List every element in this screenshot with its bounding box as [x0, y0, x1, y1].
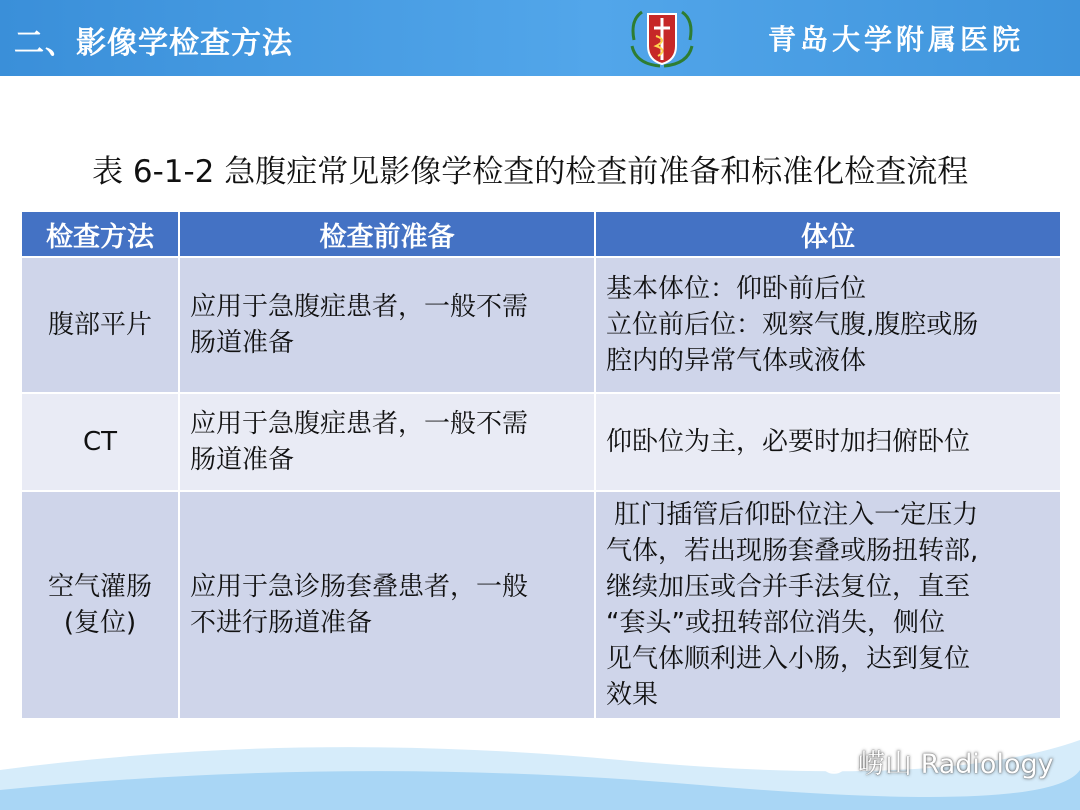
section-title: 二、影像学检查方法 [14, 26, 293, 61]
cell-line: 肠道准备 [190, 445, 295, 475]
cell-method [21, 491, 179, 719]
cell-line: 继续加压或合并手法复位，直至 [606, 572, 971, 602]
cell-line: 应用于急腹症患者，一般不需 [190, 292, 529, 322]
cell-line: 肛门插管后仰卧位注入一定压力 [606, 500, 979, 530]
header-prep: 检查前准备 [179, 211, 595, 257]
cell-line: (复位) [63, 608, 137, 638]
cell-line: “套头”或扭转部位消失，侧位 [606, 608, 945, 638]
cell-line: 立位前后位：观察气腹,腹腔或肠 [606, 310, 979, 340]
cell-prep [179, 491, 595, 719]
cell-line: 腹部平片 [47, 310, 152, 340]
cell-line: 见气体顺利进入小肠，达到复位 [606, 644, 971, 674]
cell-line: 肠道准备 [190, 328, 295, 358]
cell-line: CT [82, 427, 118, 457]
cell-line: 空气灌肠 [47, 572, 152, 602]
table-row [21, 257, 1061, 393]
exam-table [20, 210, 1062, 720]
cell-line: 气体，若出现肠套叠或肠扭转部, [606, 536, 979, 566]
header-method: 检查方法 [21, 211, 179, 257]
cell-line: 应用于急诊肠套叠患者，一般 [190, 572, 529, 602]
header-bar [0, 0, 1080, 76]
cell-position [595, 257, 1061, 393]
table-row [21, 491, 1061, 719]
watermark-text: 崂山 Radiology [858, 749, 1054, 780]
cell-position [595, 393, 1061, 491]
table-header-row [21, 211, 1061, 257]
cell-method [21, 393, 179, 491]
cell-position [595, 491, 1061, 719]
table-title: 表 6-1-2 急腹症常见影像学检查的检查前准备和标准化检查流程 [92, 154, 969, 190]
wechat-icon [808, 744, 848, 776]
hospital-emblem-icon [626, 6, 698, 70]
cell-method [21, 257, 179, 393]
hospital-name: 青岛大学附属医院 [768, 23, 1025, 56]
cell-line: 仰卧位为主，必要时加扫俯卧位 [606, 427, 971, 457]
cell-prep [179, 393, 595, 491]
cell-line: 腔内的异常气体或液体 [606, 346, 867, 376]
cell-line: 基本体位：仰卧前后位 [606, 274, 867, 304]
cell-prep [179, 257, 595, 393]
table-row [21, 393, 1061, 491]
cell-line: 应用于急腹症患者，一般不需 [190, 409, 529, 439]
cell-line: 不进行肠道准备 [190, 608, 373, 638]
cell-line: 效果 [606, 680, 659, 710]
header-position: 体位 [595, 211, 1061, 257]
